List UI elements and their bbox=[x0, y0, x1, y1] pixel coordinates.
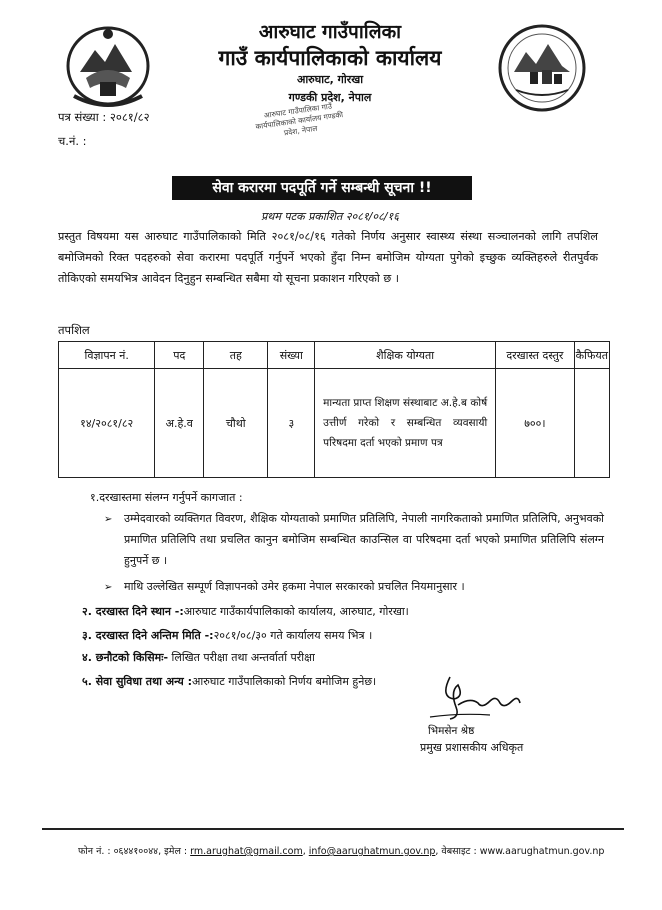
item-label: ४. छनौटको किसिमः- bbox=[82, 651, 169, 664]
list-item bbox=[82, 628, 372, 643]
cell-ad-no: १४/२०८१/८२ bbox=[59, 369, 155, 478]
footer-phone: फोन नं. : ०६४४१००४४, इमेल : bbox=[78, 846, 188, 857]
vacancy-table bbox=[58, 341, 610, 478]
tapsil-label: तपशिल bbox=[58, 323, 90, 337]
header-level: तह bbox=[204, 342, 268, 369]
footer-website: , वेबसाइट : www.aarughatmun.gov.np bbox=[435, 846, 605, 857]
footer-email-link-1[interactable]: rm.arughat@gmail.com bbox=[190, 846, 303, 857]
footer-separator: , bbox=[302, 846, 306, 857]
list-item bbox=[82, 650, 315, 665]
footer-divider bbox=[42, 828, 624, 830]
government-emblem-logo bbox=[60, 22, 156, 114]
cell-fee: ७००। bbox=[496, 369, 574, 478]
signatory-title: प्रमुख प्रशासकीय अधिकृत bbox=[420, 741, 524, 754]
item-text: २०८१/०८/३० गते कार्यालय समय भित्र । bbox=[213, 629, 373, 642]
header-office-name: गाउँ कार्यपालिकाको कार्यालय bbox=[218, 46, 442, 70]
list-item bbox=[82, 604, 409, 619]
item-label: २. दरखास्त दिने स्थान -: bbox=[82, 605, 184, 618]
item-text: आरुघाट गाउँकार्यपालिकाको कार्यालय, आरुघाट, गोरखा। bbox=[183, 605, 409, 618]
office-stamp: आरुघाट गाउँपालिका गाउँ कार्यपालिकाको कार्यालय गण्डकी प्रदेश, नेपाल bbox=[254, 101, 344, 138]
item-label: ३. दरखास्त दिने अन्तिम मिति -: bbox=[82, 629, 214, 642]
header-ad-no: विज्ञापन नं. bbox=[59, 342, 155, 369]
item-label: ५. सेवा सुविधा तथा अन्य : bbox=[82, 675, 193, 688]
list-item bbox=[82, 674, 376, 689]
cell-qualification: मान्यता प्राप्त शिक्षण संस्थाबाट अ.हे.ब कोर्ष उत्तीर्ण गरेको र सम्बन्धित व्यवसायी परिषदमा दर्ता भएको प्रमाण पत्र bbox=[315, 369, 496, 478]
header-count: संख्या bbox=[268, 342, 315, 369]
letter-number: पत्र संख्या : २०८१/८२ bbox=[58, 110, 150, 124]
documents-heading: १.दरखास्तमा संलग्न गर्नुपर्ने कागजात : bbox=[90, 491, 243, 504]
header-province: गण्डकी प्रदेश, नेपाल bbox=[288, 91, 372, 104]
header-fee: दरखास्त दस्तुर bbox=[496, 342, 574, 369]
footer-contact bbox=[78, 844, 604, 857]
documents-bullet-2: माथि उल्लेखित सम्पूर्ण विज्ञापनको उमेर हकमा नेपाल सरकारको प्रचलित नियमानुसार । bbox=[124, 580, 465, 593]
cell-post: अ.हे.व bbox=[155, 369, 204, 478]
publication-date: प्रथम पटक प्रकाशित २०८१/०८/१६ bbox=[261, 210, 399, 223]
municipality-logo bbox=[496, 22, 588, 114]
header-post: पद bbox=[155, 342, 204, 369]
table-row bbox=[59, 369, 610, 478]
header-remarks: कैफियत bbox=[574, 342, 609, 369]
arrow-bullet-icon: ➢ bbox=[104, 514, 113, 525]
notice-title-banner: सेवा करारमा पदपूर्ति गर्ने सम्बन्धी सूचना !! bbox=[172, 176, 472, 200]
item-text: लिखित परीक्षा तथा अन्तर्वार्ता परीक्षा bbox=[168, 651, 315, 664]
cell-remarks bbox=[574, 369, 609, 478]
signatory-name: भिमसेन श्रेष्ठ bbox=[428, 725, 475, 737]
dispatch-number: च.नं. : bbox=[58, 134, 87, 148]
table-header-row bbox=[59, 342, 610, 369]
documents-bullet-1: उम्मेदवारको व्यक्तिगत विवरण, शैक्षिक योग्यताको प्रमाणित प्रतिलिपि, नेपाली नागरिकताको प्रमाणित प्रतिलिपि, अनुभवको प्रमाणित प्रतिलिपि तथा प्रचलित कानुन बमोजिम सम्बन्धित काउन्सिल वा परिषदमा दर्ता भएको प्रमाणित प्रतिलिपि संलग्न हुनुपर्ने छ । bbox=[124, 512, 604, 567]
cell-level: चौथो bbox=[204, 369, 268, 478]
header-address: आरुघाट, गोरखा bbox=[296, 73, 364, 86]
arrow-bullet-icon: ➢ bbox=[104, 582, 113, 593]
header-qualification: शैक्षिक योग्यता bbox=[315, 342, 496, 369]
intro-paragraph: प्रस्तुत विषयमा यस आरुघाट गाउँपालिकाको मिति २०८१/०८/१६ गतेको निर्णय अनुसार स्वास्थ्य संस्था सञ्चालनको लागि तपशिल बमोजिमको रिक्त पदहरुको सेवा करारमा पदपूर्ति गर्नुपर्ने भएको हुँदा निम्न बमोजिम योग्यता पुगेको इच्छुक व्यक्तिहरुले रीतपुर्वक तोकिएको समयभित्र आवेदन दिनुहुन सम्बन्धित सबैमा यो सूचना प्रकाशन गरिएको छ । bbox=[58, 230, 598, 285]
header-municipality-name: आरुघाट गाउँपालिका bbox=[258, 21, 402, 43]
cell-count: ३ bbox=[268, 369, 315, 478]
item-text: आरुघाट गाउँपालिकाको निर्णय बमोजिम हुनेछ। bbox=[192, 675, 377, 688]
handwritten-signature bbox=[420, 657, 530, 727]
footer-email-link-2[interactable]: info@aarughatmun.gov.np bbox=[308, 846, 436, 857]
